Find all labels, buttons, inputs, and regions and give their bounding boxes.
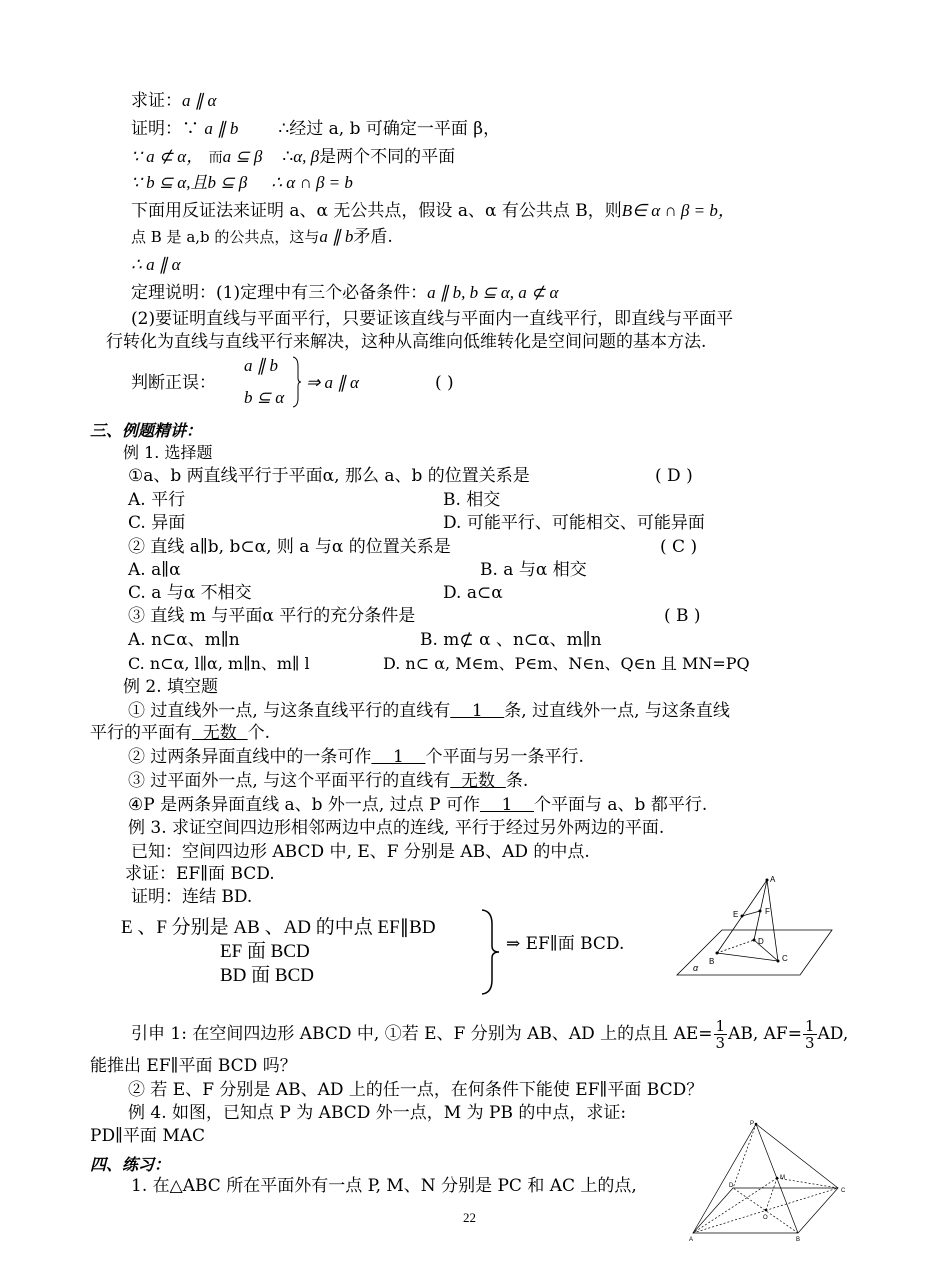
ex1-q1-answer: ( D ) xyxy=(655,466,693,486)
ex1-q1-option-d: D. 可能平行、可能相交、可能异面 xyxy=(443,513,705,533)
ex3-result: ⇒ EF∥面 BCD. xyxy=(506,934,625,954)
label-c: C xyxy=(782,954,788,963)
ex1-q1-option-b: B. 相交 xyxy=(443,490,501,510)
proof-line-4: 下面用反证法来证明 a、α 无公共点，假设 a、α 有公共点 B，则B∈ α ∩ β = b， xyxy=(131,201,735,221)
label-b: B xyxy=(796,1237,801,1243)
judge-answer-paren: ( ) xyxy=(435,373,454,393)
extension-1-line-1: 引申 1: 在空间四边形 ABCD 中, ①若 E、F 分别为 AB、AD 上的点且 AE= $\frac{1}{3}$ AB, AF= $\frac{1}{3}$ AD, xyxy=(131,1017,849,1052)
judge-result: ⇒ a ∥ α xyxy=(306,373,359,392)
label-b: B xyxy=(709,957,715,966)
ex1-q3-option-c: C. n⊂α, l∥α, m∥n、m∥ l xyxy=(128,654,310,673)
prove-goal: 求证：a ∥ α xyxy=(131,91,217,111)
segment-mc xyxy=(777,1178,838,1188)
ex3-brace-line-1: E 、F 分别是 AB 、AD 的中点 EF∥BD xyxy=(121,917,436,938)
label-m: M xyxy=(780,1175,785,1181)
section-3-heading: 三、例题精讲： xyxy=(90,421,203,440)
judge-premise-2: b ⊆ α xyxy=(244,388,285,407)
edge-pd xyxy=(733,1124,756,1188)
tetrahedron-figure xyxy=(672,870,842,982)
ex3-brace-line-2: EF 面 BCD xyxy=(220,941,310,962)
ex1-q3-option-b: B. m⊄ α 、n⊂α、m∥n xyxy=(420,630,602,650)
edge-pa xyxy=(693,1124,756,1233)
ex1-q2-answer: ( C ) xyxy=(660,537,698,557)
proof-line-3: ∵ b ⊆ α,且b ⊆ β ∴ α ∩ β = b xyxy=(131,173,353,192)
ex3-title: 例 3. 求证空间四边形相邻两边中点的连线, 平行于经过另外两边的平面. xyxy=(128,818,665,838)
ex3-known: 已知：空间四边形 ABCD 中, E、F 分别是 AB、AD 的中点. xyxy=(131,842,590,862)
ex4-line-2: PD∥平面 MAC xyxy=(90,1126,206,1146)
ex2-title: 例 2. 填空题 xyxy=(123,677,219,697)
label-f: F xyxy=(765,907,770,916)
ex1-q3-answer: ( B ) xyxy=(664,606,701,626)
extension-1-line-2: 能推出 EF∥平面 BCD 吗？ xyxy=(90,1056,297,1076)
edge-bd xyxy=(717,940,754,953)
ex1-title: 例 1. 选择题 xyxy=(123,443,213,462)
ex1-q2: ② 直线 a∥b, b⊂α, 则 a 与α 的位置关系是 xyxy=(128,537,451,557)
proof-line-5: 点 B 是 a,b 的公共点，这与a ∥ b矛盾. xyxy=(131,227,393,247)
ex1-q3-option-d: D. n⊂ α, M∈m、P∈m、N∈n、Q∈n 且 MN=PQ xyxy=(383,654,750,673)
label-d: D xyxy=(758,937,764,946)
label-alpha: α xyxy=(693,963,699,973)
ex1-q3-option-a: A. n⊂α、m∥n xyxy=(128,630,240,650)
judge-brace xyxy=(292,356,302,408)
fraction-one-third-1: $\frac{1}{3}$ xyxy=(715,1017,726,1052)
ex1-q2-option-b: B. a 与α 相交 xyxy=(480,560,587,580)
pyramid-figure xyxy=(688,1118,850,1244)
ex1-q2-option-d: D. a⊂α xyxy=(443,583,503,603)
ex3-proof: 证明：连结 BD. xyxy=(131,887,253,907)
label-e: E xyxy=(733,910,739,919)
page-number: 22 xyxy=(463,1210,476,1225)
proof-line-2: ∵ a ⊄ α， 而a ⊆ β ∴α, β是两个不同的平面 xyxy=(131,147,456,167)
ex4-line-1: 例 4. 如图，已知点 P 为 ABCD 外一点，M 为 PB 的中点，求证: xyxy=(128,1103,627,1123)
ex2-q1-line1: ① 过直线外一点, 与这条直线平行的直线有 1 条, 过直线外一点, 与这条直线 xyxy=(128,701,730,721)
proof-line-1: 证明：∵ a ∥ b ∴经过 a, b 可确定一平面 β， xyxy=(131,119,501,139)
practice-1: 1. 在△ABC 所在平面外有一点 P, M、N 分别是 PC 和 AC 上的点, xyxy=(131,1176,637,1196)
ex2-q3: ③ 过平面外一点, 与这个平面平行的直线有 无数 条. xyxy=(128,771,529,791)
theorem-note-2a: (2)要证明直线与平面平行，只要证该直线与平面内一直线平行，即直线与平面平 xyxy=(131,309,734,329)
label-a: A xyxy=(689,1237,694,1243)
label-d: D xyxy=(729,1183,734,1189)
section-4-heading: 四、练习： xyxy=(90,1155,171,1174)
fraction-one-third-2: $\frac{1}{3}$ xyxy=(804,1017,815,1052)
judge-premise-1: a ∥ b xyxy=(244,356,278,375)
ex1-q2-option-c: C. a 与α 不相交 xyxy=(128,583,252,603)
ex3-brace xyxy=(480,908,502,996)
judge-label: 判断正误： xyxy=(131,373,216,393)
segment-ma xyxy=(693,1178,777,1233)
ex1-q1: ①a、b 两直线平行于平面α, 那么 a、b 的位置关系是 xyxy=(128,466,530,486)
ex3-prove: 求证：EF∥面 BCD. xyxy=(125,864,275,884)
edge-bc xyxy=(717,953,778,961)
label-c: C xyxy=(841,1188,846,1194)
extension-1-line-3: ② 若 E、F 分别是 AB、AD 上的任一点，在何条件下能使 EF∥平面 BCD？ xyxy=(128,1080,704,1100)
edge-ac xyxy=(767,880,778,961)
ex1-q3: ③ 直线 m 与平面α 平行的充分条件是 xyxy=(128,606,416,626)
segment-mo xyxy=(766,1178,777,1210)
ex2-q2: ② 过两条异面直线中的一条可作 1 个平面与另一条平行. xyxy=(128,747,584,767)
proof-conclusion: ∴ a ∥ α xyxy=(131,255,181,274)
ex1-q2-option-a: A. a∥α xyxy=(128,560,181,580)
label-o: O xyxy=(763,1215,768,1221)
ex2-q4: ④P 是两条异面直线 a、b 外一点, 过点 P 可作 1 个平面与 a、b 都平行. xyxy=(128,795,708,815)
label-a: A xyxy=(770,875,776,884)
ex1-q1-option-a: A. 平行 xyxy=(128,490,186,510)
segment-ef xyxy=(742,911,760,916)
theorem-note-1: 定理说明：(1)定理中有三个必备条件：a ∥ b, b ⊆ α, a ⊄ α xyxy=(131,283,559,303)
ex1-q1-option-c: C. 异面 xyxy=(128,513,186,533)
ex3-brace-line-3: BD 面 BCD xyxy=(220,965,314,986)
label-p: P xyxy=(750,1121,755,1127)
ex2-q1-line2: 平行的平面有 无数 个. xyxy=(90,723,271,743)
theorem-note-2b: 行转化为直线与直线平行来解决，这种从高维向低维转化是空间问题的基本方法. xyxy=(106,332,707,352)
